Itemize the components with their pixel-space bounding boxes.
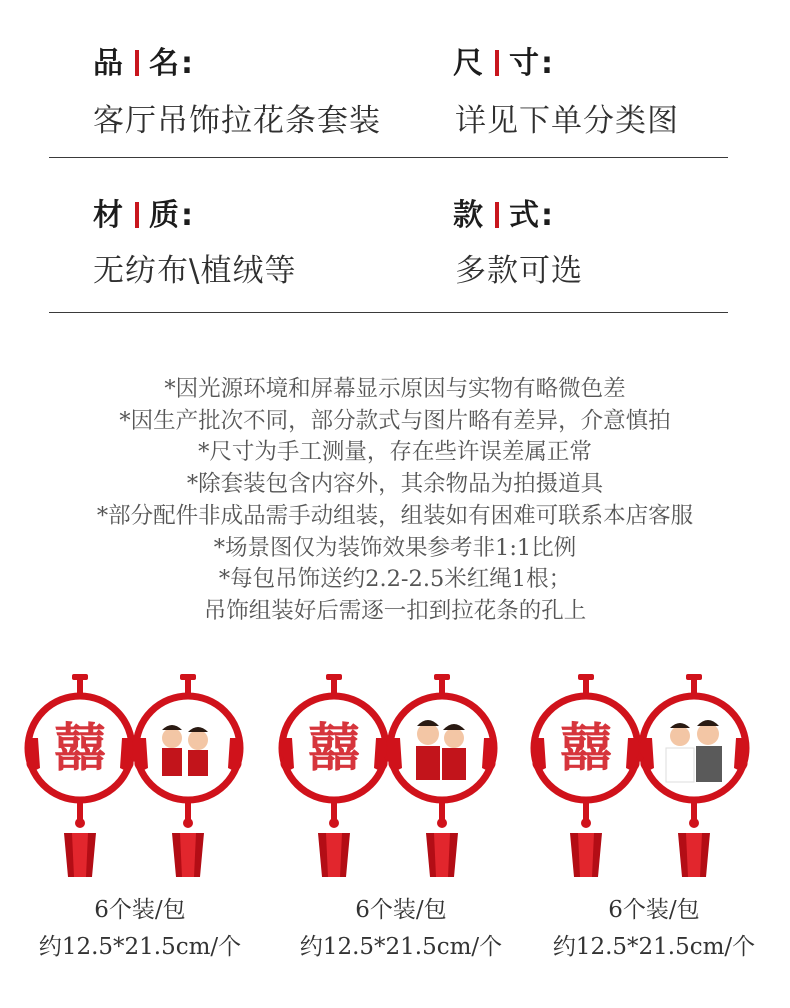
product-2-size: 约12.5*21.5cm/个	[299, 934, 503, 960]
ornament-left	[279, 674, 389, 877]
product-image-2	[276, 668, 526, 878]
accent-bar	[135, 50, 139, 76]
ornament-right	[639, 674, 749, 877]
ornament-left	[25, 674, 135, 877]
note-line: *因生产批次不同，部分款式与图片略有差异，介意慎拍	[119, 407, 671, 434]
note-line: *除套装包含内容外，其余物品为拍摄道具	[186, 471, 604, 498]
svg-text:囍: 囍	[559, 719, 613, 779]
product-image-3	[528, 668, 778, 878]
note-line: *因光源环境和屏幕显示原因与实物有略微色差	[164, 376, 626, 402]
ornament-right	[133, 674, 243, 877]
spec-material-label: 材 质:	[93, 198, 195, 233]
spec-style-label: 款 式:	[453, 198, 555, 233]
divider	[49, 157, 728, 158]
spec-name-label: 品 名:	[93, 46, 195, 81]
product-3-pack: 6个装/包	[608, 897, 700, 923]
svg-text:囍: 囍	[307, 719, 361, 779]
product-1-size: 约12.5*21.5cm/个	[38, 934, 242, 960]
spec-material-value: 无纺布\植绒等	[93, 253, 297, 289]
product-image-1	[22, 668, 272, 878]
spec-style-value: 多款可选	[455, 253, 583, 289]
note-line: 吊饰组装好后需逐一扣到拉花条的孔上	[203, 597, 587, 624]
accent-bar	[135, 202, 139, 228]
hanging-ornament-pair-image	[22, 668, 272, 878]
note-line: *每包吊饰送约2.2-2.5米红绳1根；	[218, 566, 572, 593]
notes-block	[0, 374, 790, 628]
hanging-ornament-pair-image	[276, 668, 526, 878]
accent-bar	[495, 50, 499, 76]
product-2-pack: 6个装/包	[355, 897, 447, 923]
product-1-pack: 6个装/包	[94, 897, 186, 923]
svg-text:囍: 囍	[53, 719, 107, 779]
ornament-right	[387, 674, 497, 877]
note-line: *部分配件非成品需手动组装，组装如有困难可联系本店客服	[96, 502, 694, 529]
spec-name-value: 客厅吊饰拉花条套装	[93, 103, 381, 139]
note-line: *尺寸为手工测量，存在些许误差属正常	[198, 439, 592, 466]
ornament-left	[531, 674, 641, 877]
product-3-size: 约12.5*21.5cm/个	[552, 934, 756, 960]
note-line: *场景图仅为装饰效果参考非1:1比例	[213, 534, 577, 561]
divider	[49, 312, 728, 313]
accent-bar	[495, 202, 499, 228]
spec-size-label: 尺 寸:	[453, 46, 555, 81]
hanging-ornament-pair-image	[528, 668, 778, 878]
spec-size-value: 详见下单分类图	[455, 103, 679, 139]
